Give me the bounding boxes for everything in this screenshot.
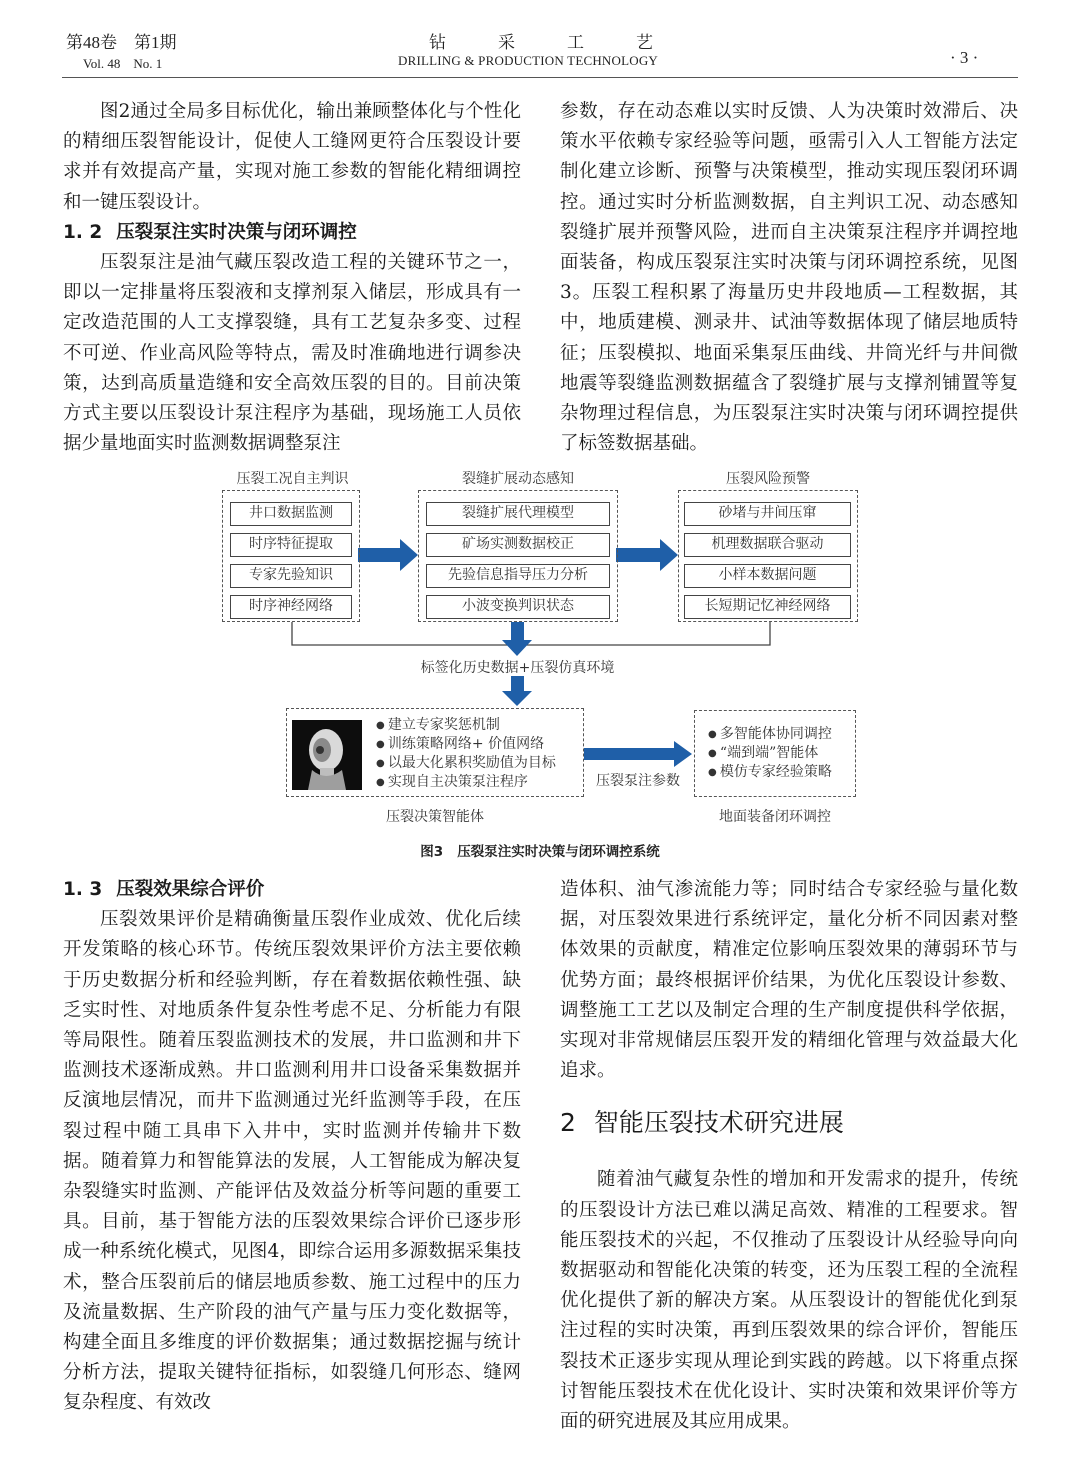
list-item: ● 模仿专家经验策略 (708, 763, 832, 782)
bracket-line (292, 622, 770, 645)
section-heading-1-3 (63, 875, 521, 905)
volume-issue-en: Vol. 48 No. 1 (83, 56, 163, 71)
paragraph: 随着油气藏复杂性的增加和开发需求的提升，传统的压裂设计方法已难以满足高效、精准的工程要求。智能压裂技术的兴起，不仅推动了压裂设计从经验导向向数据驱动和智能化决策的转变，还为压裂工程的全流程优化提供了新的解决方案。从压裂设计的智能优化到泵注过程的实时决策，再到压裂效果的综合评价，智能压裂技术正逐步实现从理论到实践的跨越。以下将重点探讨智能压裂技术在优化设计、实时决策和效果评价等方面的研究进展及其应用成果。 (560, 1169, 1018, 1433)
paragraph: 压裂效果评价是精确衡量压裂作业成效、优化后续开发策略的核心环节。传统压裂效果评价方法主要依赖于历史数据分析和经验判断，存在着数据依赖性强、缺乏实时性、对地质条件复杂性考虑不足、分析能力有限等局限性。随着压裂监测技术的发展，井口监测和井下监测技术逐渐成熟。井口监测利用井口设备采集数据并反演地层情况，而井下监测通过光纤监测等手段，在压裂过程中随工具串下入井中，实时监测并传输井下数据。随着算力和智能算法的发展，人工智能成为解决复杂裂缝实时监测、产能评估及效益分析等问题的重要工具。目前，基于智能方法的压裂效果综合评价已逐步形成一种系统化模式，见图4，即综合运用多源数据采集技术，整合压裂前后的储层地质参数、施工过程中的压力及流量数据、生产阶段的油气产量与压力变化数据等，构建全面且多维度的评价数据集；通过数据挖掘与统计分析方法，提取关键特征指标，如裂缝几何形态、缝网复杂程度、有效改 (63, 909, 521, 1414)
section-number: 1. 2 (63, 221, 103, 243)
item-box: 时序特征提取 (230, 533, 352, 557)
paragraph: 图2通过全局多目标优化，输出兼顾整体化与个性化的精细压裂智能设计，促使人工缝网更符合压裂设计要求并有效提高产量，实现对施工参数的智能化精细调控和一键压裂设计。 (63, 101, 521, 213)
section-number: 1. 3 (63, 879, 103, 900)
item-box: 砂堵与井间压窜 (684, 502, 851, 526)
journal-title-en: DRILLING & PRODUCTION TECHNOLOGY (398, 53, 659, 68)
journal-title-cn: 钻采工艺 (429, 33, 705, 52)
item-box: 长短期记忆神经网络 (684, 595, 851, 619)
item-box: 小样本数据问题 (684, 564, 851, 588)
control-list (708, 725, 832, 782)
group-title-condition: 压裂工况自主判识 (236, 471, 349, 487)
label-pump-params: 压裂泵注参数 (596, 773, 680, 789)
section-number: 2 (560, 1108, 576, 1138)
column-right-bottom (560, 875, 1018, 1437)
group-title-risk: 压裂风险预警 (726, 471, 810, 487)
item-box: 矿场实测数据校正 (426, 533, 610, 557)
caption-text: 压裂泵注实时决策与闭环调控系统 (457, 844, 660, 860)
label-agent: 压裂决策智能体 (386, 809, 484, 825)
section-title: 智能压裂技术研究进展 (593, 1108, 844, 1138)
group-title-fracture: 裂缝扩展动态感知 (462, 471, 574, 487)
label-control: 地面装备闭环调控 (719, 809, 831, 825)
item-box: 先验信息指导压力分析 (426, 564, 610, 588)
list-item: ● 多智能体协同调控 (708, 725, 832, 744)
item-box: 小波变换判识状态 (426, 595, 610, 619)
page-number: · 3 · (950, 48, 979, 67)
list-item: ● 训练策略网络+ 价值网络 (376, 735, 556, 754)
section-heading-2 (560, 1106, 1018, 1140)
item-box: 专家先验知识 (230, 564, 352, 588)
agent-list (376, 716, 556, 792)
caption-number: 图3 (420, 844, 444, 860)
item-box: 时序神经网络 (230, 595, 352, 619)
arrow-right-1 (358, 539, 418, 571)
arrow-right-2 (616, 539, 678, 571)
section-title: 压裂效果综合评价 (116, 879, 265, 900)
item-box: 机理数据联合驱动 (684, 533, 851, 557)
figure-caption (0, 840, 1080, 860)
item-box: 裂缝扩展代理模型 (426, 502, 610, 526)
list-item: ● “端到端”智能体 (708, 744, 832, 763)
list-item: ● 建立专家奖惩机制 (376, 716, 556, 735)
robot-head-image (292, 720, 362, 790)
arrow-right-3 (584, 741, 692, 767)
section-title: 压裂泵注实时决策与闭环调控 (116, 221, 357, 243)
paragraph: 参数，存在动态难以实时反馈、人为决策时效滞后、决策水平依赖专家经验等问题，亟需引入人工智能方法定制化建立诊断、预警与决策模型，推动实现压裂闭环调控。通过实时分析监测数据，自主判识工况、动态感知裂缝扩展并预警风险，进而自主决策泵注程序并调控地面装备，构成压裂泵注实时决策与闭环调控系统，见图3。压裂工程积累了海量历史井段地质—工程数据，其中，地质建模、测录井、试油等数据体现了储层地质特征；压裂模拟、地面采集泵压曲线、井筒光纤与井间微地震等裂缝监测数据蕴含了裂缝扩展与支撑剂铺置等复杂物理过程信息，为压裂泵注实时决策与闭环调控提供了标签数据基础。 (560, 101, 1018, 455)
column-left-bottom (63, 875, 521, 1419)
label-history-data: 标签化历史数据+压裂仿真环境 (420, 660, 615, 676)
paragraph: 造体积、油气渗流能力等；同时结合专家经验与量化数据，对压裂效果进行系统评定，量化分析不同因素对整体效果的贡献度，精准定位影响压裂效果的薄弱环节与优势方面；最终根据评价结果，为优化压裂设计参数、调整施工工艺以及制定合理的生产制度提供科学依据，实现对非常规储层压裂开发的精细化管理与效益最大化追求。 (560, 879, 1018, 1082)
arrow-down-1 (502, 622, 532, 656)
volume-issue-cn: 第48卷 第1期 (66, 33, 177, 52)
paragraph: 压裂泵注是油气藏压裂改造工程的关键环节之一，即以一定排量将压裂液和支撑剂泵入储层，形成具有一定改造范围的人工支撑裂缝，具有工艺复杂多变、过程不可逆、作业高风险等特点，需及时准确地进行调参决策，达到高质量造缝和安全高效压裂的目的。目前决策方式主要以压裂设计泵注程序为基础，现场施工人员依据少量地面实时监测数据调整泵注 (63, 252, 521, 455)
arrow-down-2 (502, 676, 532, 706)
item-box: 井口数据监测 (230, 502, 352, 526)
list-item: ● 以最大化累积奖励值为目标 (376, 754, 556, 773)
list-item: ● 实现自主决策泵注程序 (376, 773, 556, 792)
